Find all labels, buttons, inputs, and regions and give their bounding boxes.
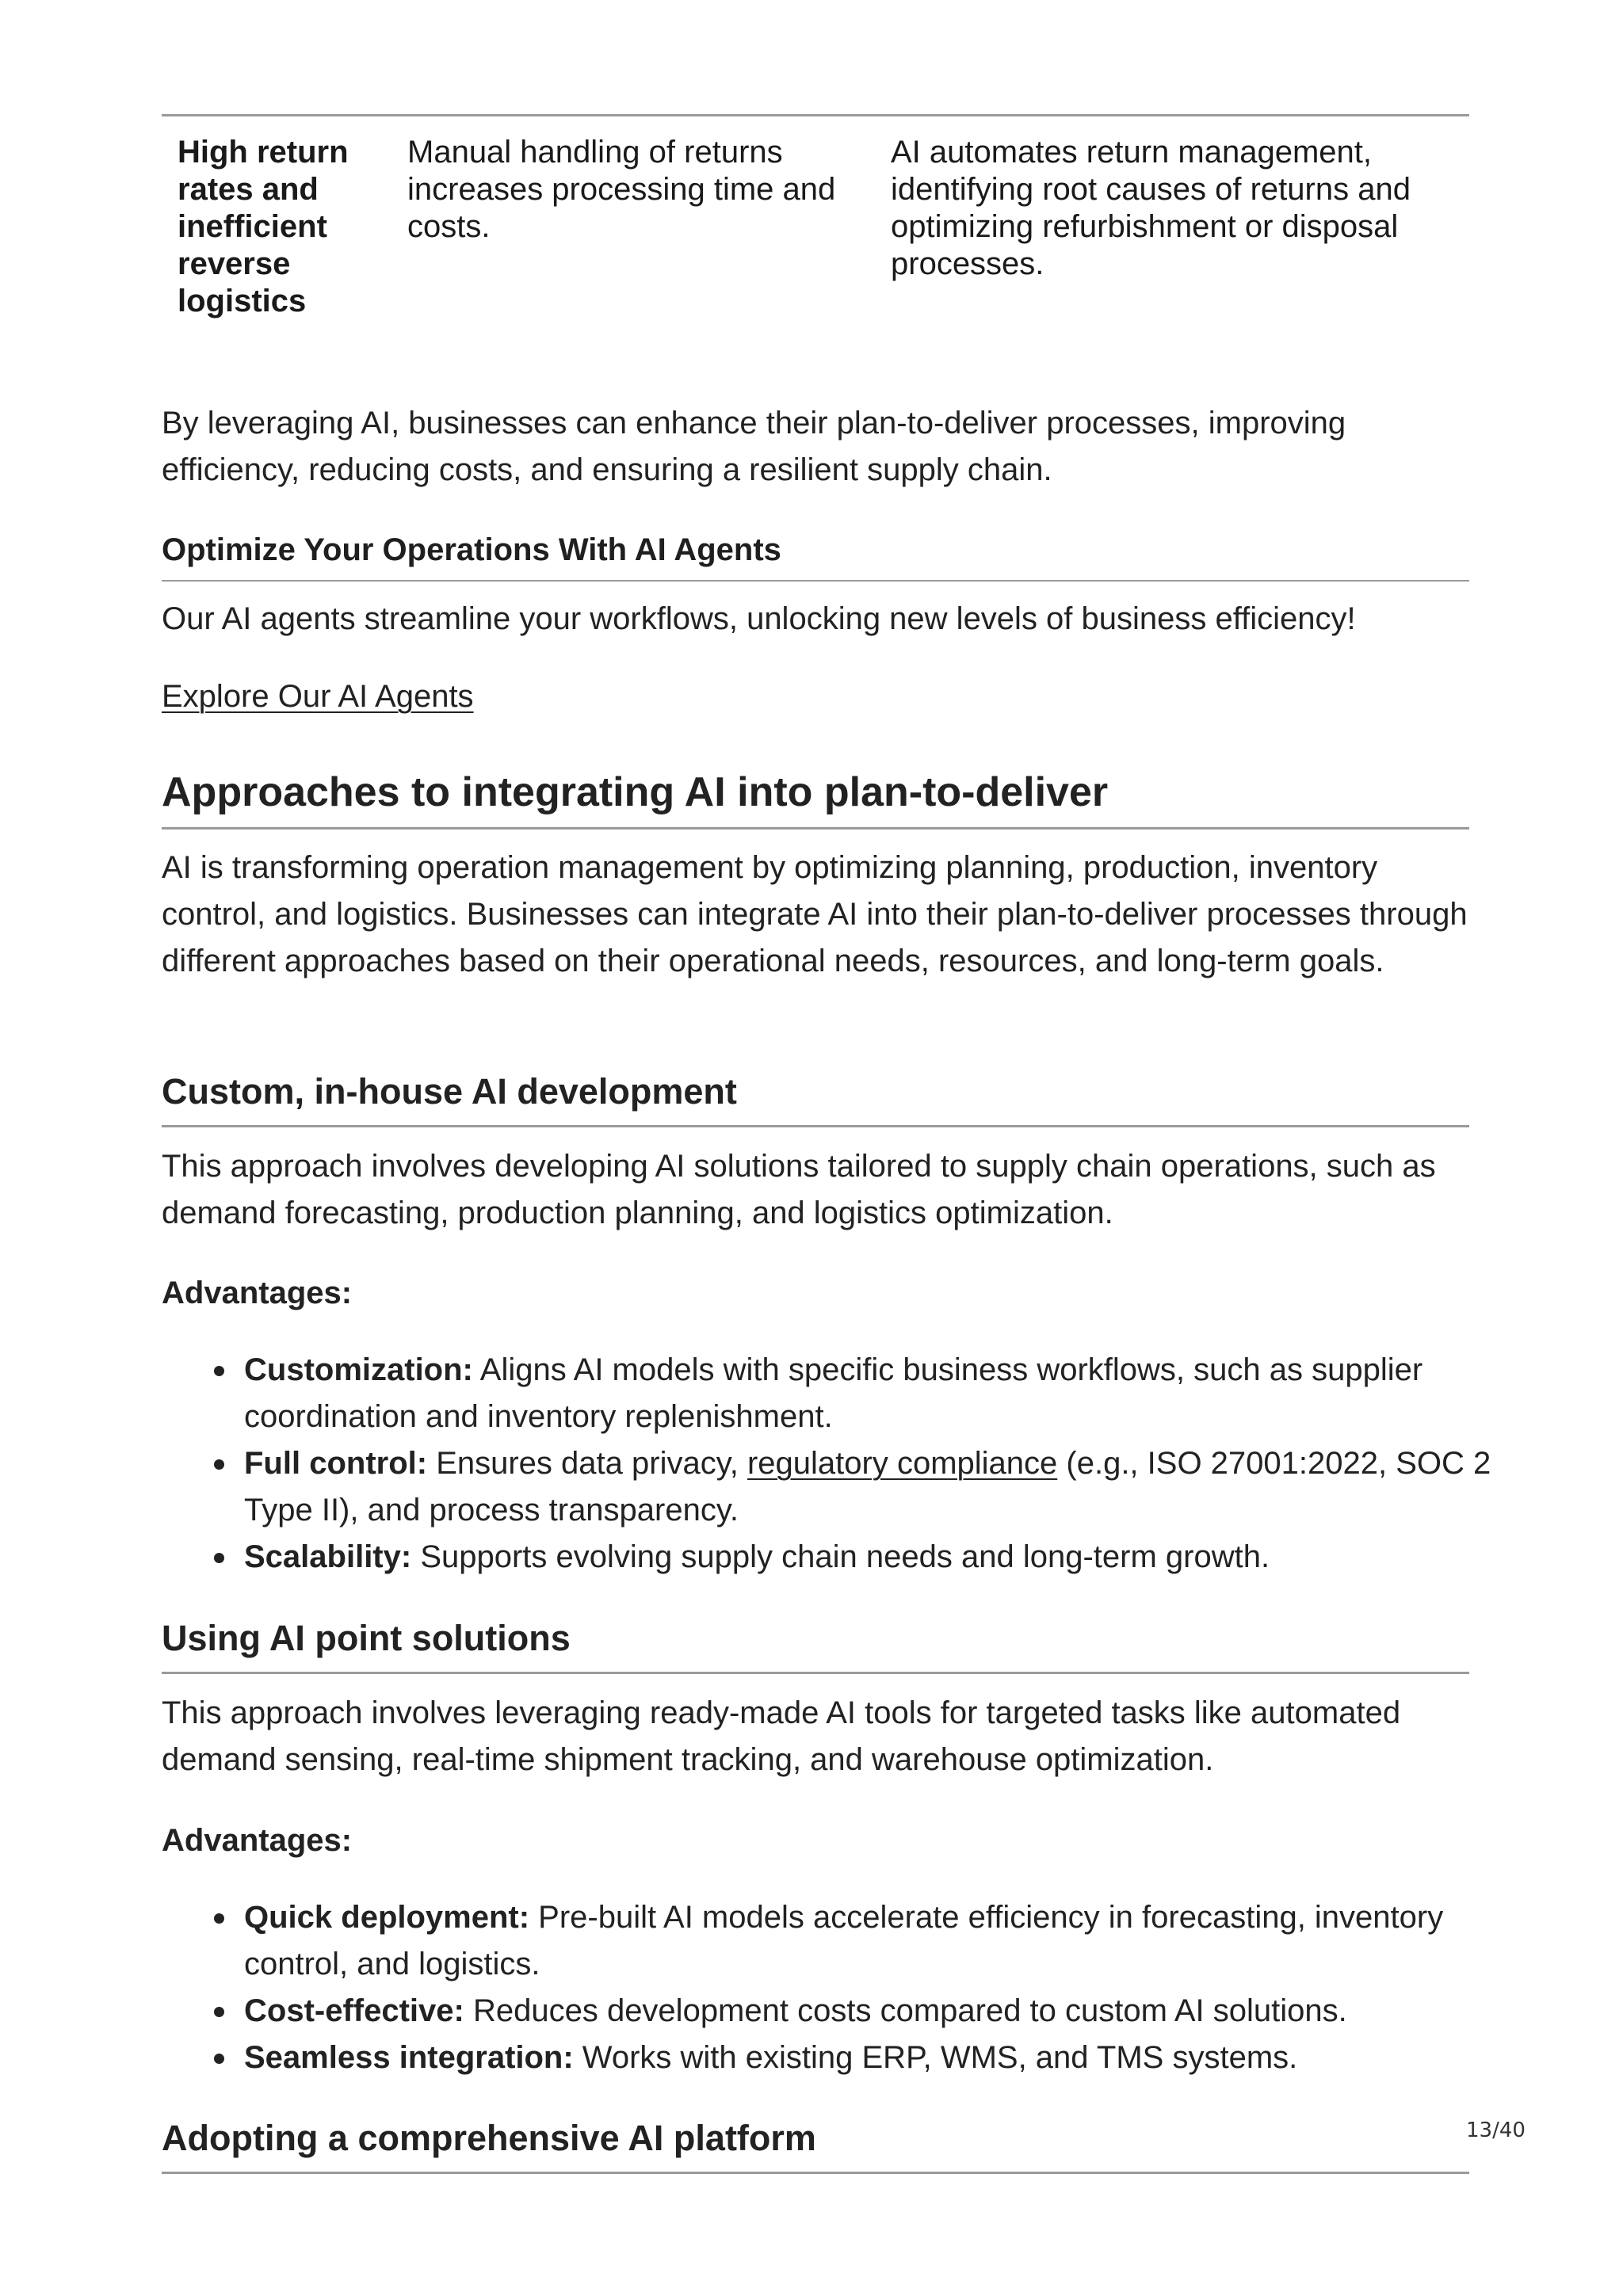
platform-heading: Adopting a comprehensive AI platform — [162, 2118, 816, 2158]
bullet-icon — [214, 1913, 224, 1924]
challenges-table — [162, 114, 1469, 320]
custom-advantages-list — [162, 1347, 1552, 1581]
bullet-icon — [214, 1553, 224, 1563]
table-row — [162, 116, 1469, 320]
point-advantages-list — [162, 1894, 1552, 2081]
list-item: Cost-effective: Reduces development costs compared to custom AI solutions. — [244, 1988, 1552, 2035]
bullet-icon — [214, 2054, 224, 2064]
custom-advantages-label: Advantages: — [162, 1276, 353, 1310]
point-paragraph: This approach involves leveraging ready-made AI tools for targeted tasks like automated demand sensing, real-time shipment tracking, and warehouse optimization. — [162, 1695, 1401, 1777]
bullet-icon — [214, 1366, 224, 1376]
cta-text: Our AI agents streamline your workflows, unlocking new levels of business efficiency! — [162, 601, 1356, 636]
bullet-icon — [214, 2007, 224, 2017]
list-item: Scalability: Supports evolving supply chain needs and long-term growth. — [244, 1534, 1552, 1581]
custom-heading: Custom, in-house AI development — [162, 1071, 737, 1112]
challenge-cell: High return rates and inefficient reverse logistics — [178, 135, 349, 318]
list-item: Full control: Ensures data privacy, regulatory compliance (e.g., ISO 27001:2022, SOC 2 Type II), and process transparency. — [244, 1440, 1552, 1534]
bullet-icon — [214, 1459, 224, 1470]
section-heading: Approaches to integrating AI into plan-to-deliver — [162, 769, 1109, 815]
solution-cell: AI automates return management, identifying root causes of returns and optimizing refurbishment or disposal processes. — [891, 135, 1411, 281]
list-item: Seamless integration: Works with existing ERP, WMS, and TMS systems. — [244, 2035, 1552, 2081]
problem-cell: Manual handling of returns increases processing time and costs. — [407, 135, 836, 244]
point-divider — [162, 1672, 1469, 1674]
point-advantages-label: Advantages: — [162, 1823, 353, 1858]
cta-link-wrap — [162, 673, 1469, 720]
regulatory-compliance-link[interactable]: regulatory compliance — [747, 1446, 1058, 1481]
platform-divider — [162, 2172, 1469, 2174]
intro-paragraph: By leveraging AI, businesses can enhance their plan-to-deliver processes, improving efficiency, reducing costs, and ensuring a resilient supply chain. — [162, 406, 1346, 487]
custom-divider — [162, 1125, 1469, 1127]
cta-divider — [162, 580, 1469, 582]
list-item: Customization: Aligns AI models with specific business workflows, such as supplier coordination and inventory replenishment. — [244, 1347, 1552, 1440]
section-divider — [162, 827, 1469, 830]
explore-ai-agents-link[interactable]: Explore Our AI Agents — [162, 679, 474, 714]
section-paragraph: AI is transforming operation management by optimizing planning, production, inventory control, and logistics. Businesses can integrate AI into their plan-to-deliver processes through different approaches based on their operational needs, resources, and long-term goals. — [162, 850, 1468, 978]
custom-paragraph: This approach involves developing AI solutions tailored to supply chain operations, such as demand forecasting, production planning, and logistics optimization. — [162, 1149, 1436, 1230]
list-item: Quick deployment: Pre-built AI models accelerate efficiency in forecasting, inventory control, and logistics. — [244, 1894, 1552, 1988]
point-heading: Using AI point solutions — [162, 1618, 571, 1658]
page-number: 13/40 — [1466, 2119, 1526, 2142]
cta-heading: Optimize Your Operations With AI Agents — [162, 532, 781, 567]
